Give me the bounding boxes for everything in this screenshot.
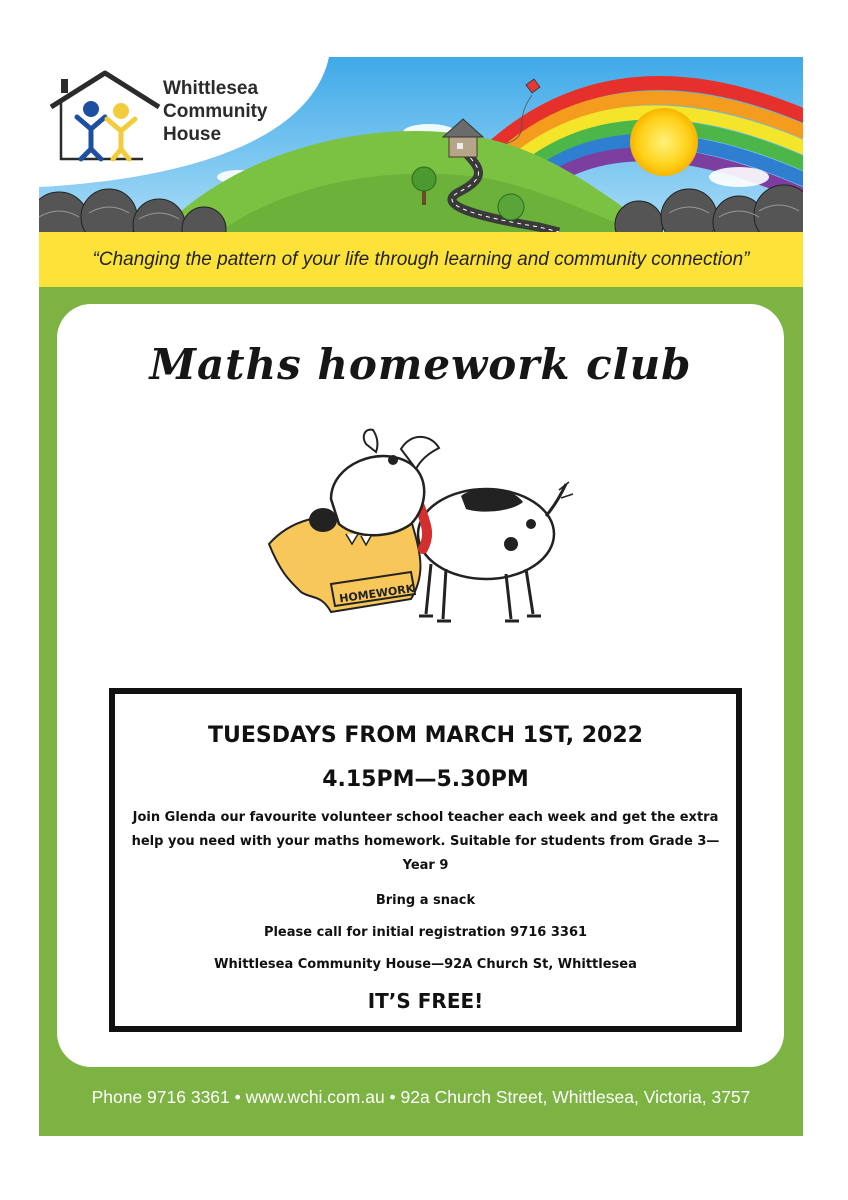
price-note: IT’S FREE!: [367, 989, 484, 1013]
event-location: Whittlesea Community House—92A Church St, Whittlesea: [214, 957, 637, 972]
footer-contact: Phone 9716 3361 • www.wchi.com.au • 92a Church Street, Whittlesea, Victoria, 3757: [91, 1087, 751, 1107]
event-description: Join Glenda our favourite volunteer school teacher each week and get the extra help you need with your maths homework. Suitable for students from Grade 3—Year 9: [131, 810, 720, 873]
org-name-line-2: Community: [163, 101, 268, 122]
dog-eating-homework-icon: [261, 424, 581, 634]
flyer-page: [39, 57, 803, 1136]
tagline: “Changing the pattern of your life through learning and community connection”: [92, 248, 750, 270]
org-name-line-3: House: [163, 124, 222, 145]
event-details-box: [109, 688, 742, 1032]
header-banner: [39, 57, 803, 232]
homework-sign-text: HOMEWORK: [338, 582, 416, 606]
organization-name: [163, 77, 268, 146]
event-time: 4.15PM—5.30PM: [322, 767, 529, 792]
logo: [39, 57, 339, 177]
tagline-bar: [39, 232, 803, 287]
org-name-line-1: Whittlesea: [163, 78, 259, 99]
registration-note: Please call for initial registration 9716 3361: [263, 925, 588, 940]
dog-homework-illustration: [261, 424, 581, 634]
content-card: [57, 304, 784, 1067]
snack-note: Bring a snack: [375, 893, 476, 908]
event-heading: TUESDAYS FROM MARCH 1ST, 2022: [208, 723, 643, 748]
page-title: Maths homework club: [149, 340, 692, 389]
house-logo-icon: [47, 67, 167, 177]
